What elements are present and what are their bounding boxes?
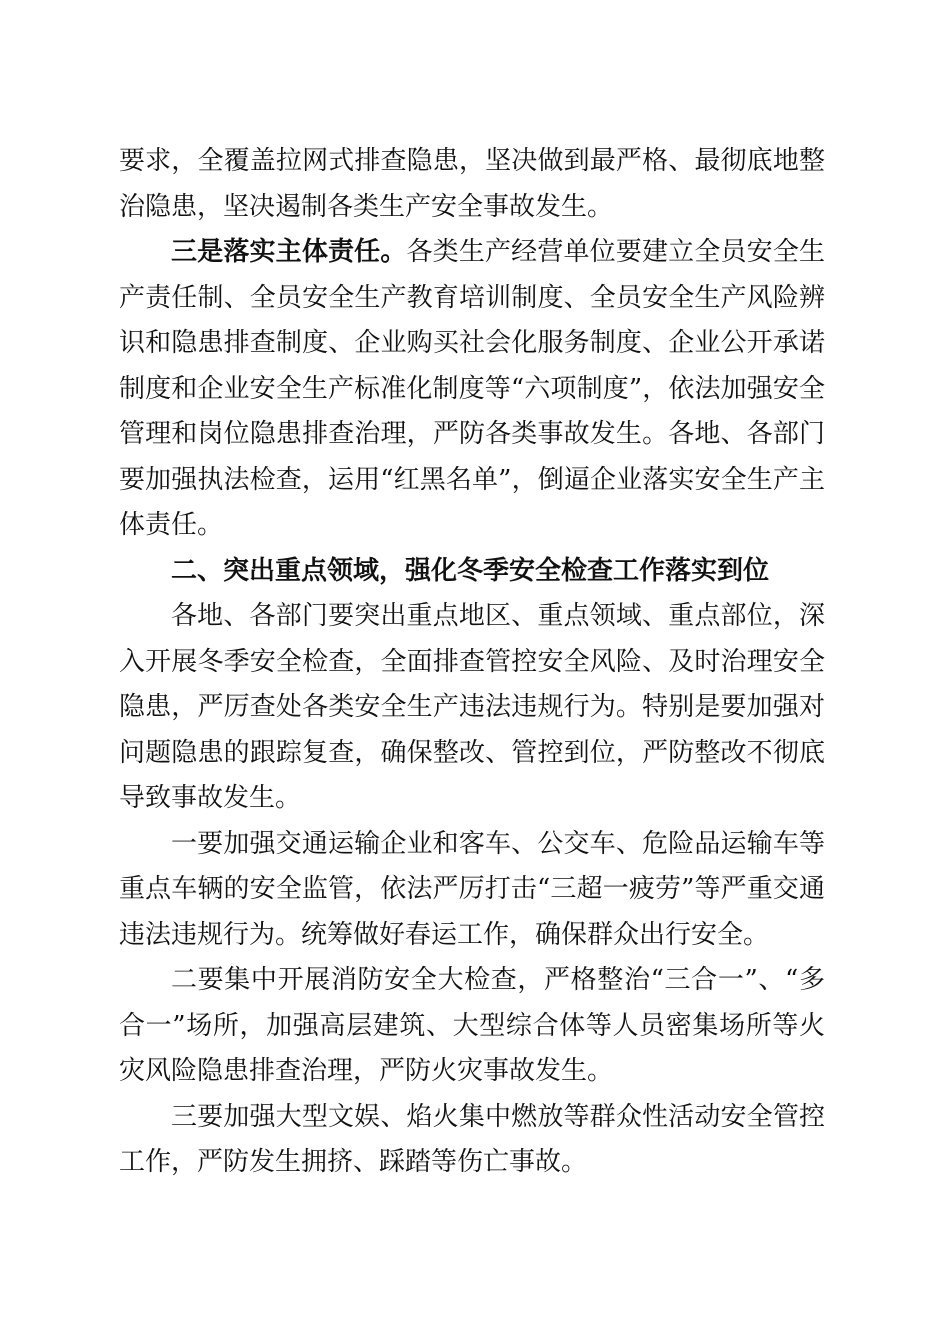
document-body [119,139,825,1186]
section-heading: 二、突出重点领域，强化冬季安全检查工作落实到位 [171,555,770,586]
paragraph-main-responsibility [119,230,825,549]
paragraph-public-events: 三要加强大型文娱、焰火集中燃放等群众性活动安全管控工作，严防发生拥挤、踩踏等伤亡事故。 [119,1101,825,1177]
paragraph-continuation: 要求，全覆盖拉网式排查隐患，坚决做到最严格、最彻底地整治隐患，坚决遏制各类生产安全事故发生。 [119,146,825,222]
paragraph-winter-inspection: 各地、各部门要突出重点地区、重点领域、重点部位，深入开展冬季安全检查，全面排查管控安全风险、及时治理安全隐患，严厉查处各类安全生产违法违规行为。特别是要加强对问题隐患的跟踪复查，确保整改、管控到位，严防整改不彻底导致事故发生。 [119,601,825,813]
paragraph-body: 各类生产经营单位要建立全员安全生产责任制、全员安全生产教育培训制度、全员安全生产风险辨识和隐患排查制度、企业购买社会化服务制度、企业公开承诺制度和企业安全生产标准化制度等“六项制度”，依法加强安全管理和岗位隐患排查治理，严防各类事故发生。各地、各部门要加强执法检查，运用“红黑名单”，倒逼企业落实安全生产主体责任。 [119,237,825,540]
paragraph-lead-heading: 三是落实主体责任。 [171,237,407,267]
paragraph-traffic-safety: 一要加强交通运输企业和客车、公交车、危险品运输车等重点车辆的安全监管，依法严厉打击“三超一疲劳”等严重交通违法违规行为。统筹做好春运工作，确保群众出行安全。 [119,828,825,950]
paragraph-fire-safety: 二要集中开展消防安全大检查，严格整治“三合一”、“多合一”场所，加强高层建筑、大型综合体等人员密集场所等火灾风险隐患排查治理，严防火灾事故发生。 [119,965,825,1086]
